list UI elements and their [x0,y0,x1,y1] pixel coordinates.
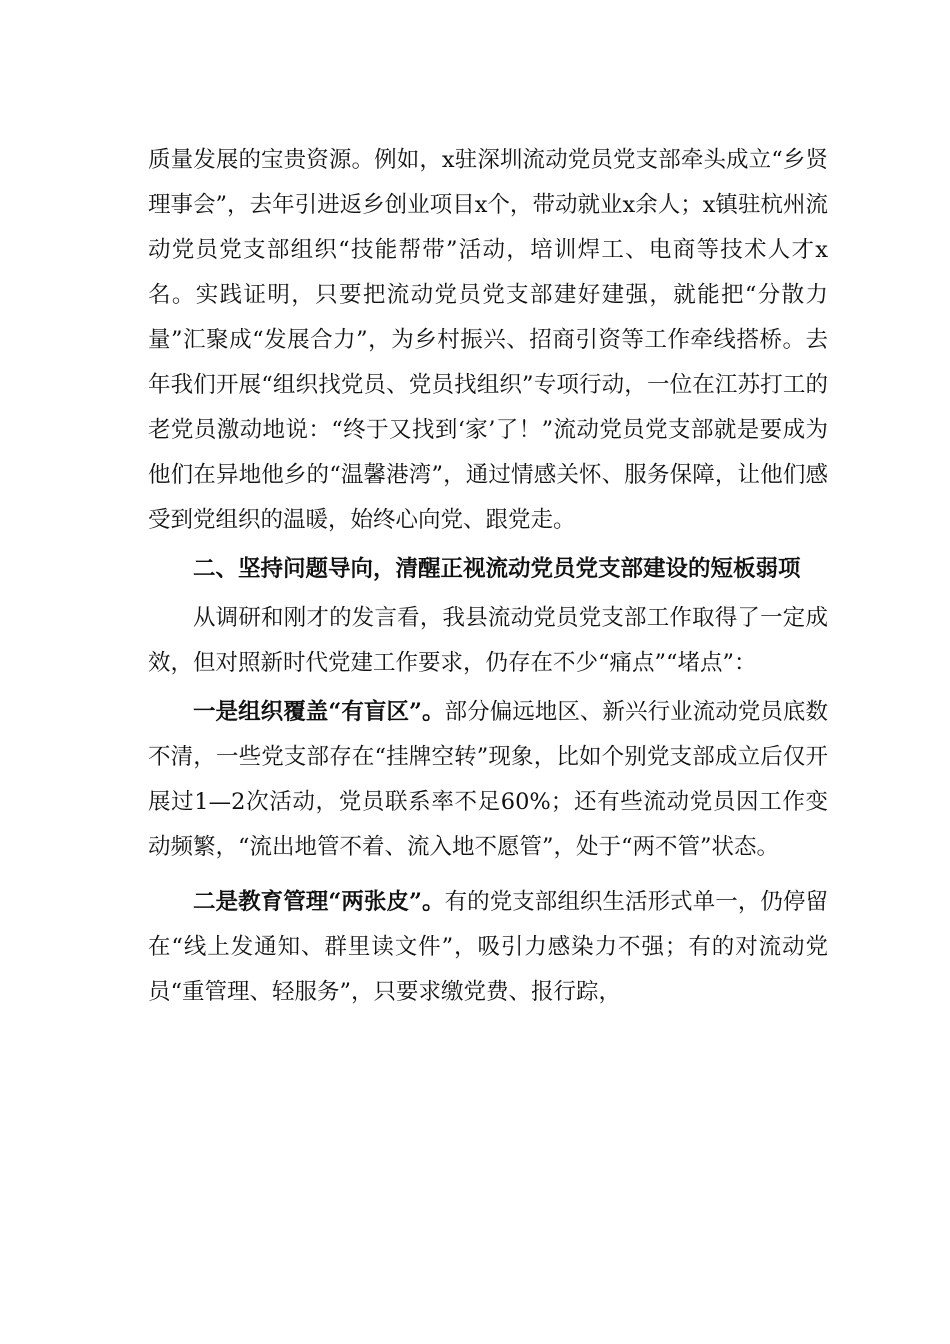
section-heading-2: 二、坚持问题导向，清醒正视流动党员党支部建设的短板弱项 [193,556,801,582]
point-1-lead: 一是组织覆盖“有盲区”。 [193,699,445,725]
paragraph-point-1 [148,690,828,870]
document-body [148,138,828,1015]
point-1-body: 部分偏远地区、新兴行业流动党员底数不清，一些党支部存在“挂牌空转”现象，比如个别党支部成立后仅开展过1—2次活动，党员联系率不足60%；还有些流动党员因工作变动频繁，“流出地管不着、流入地不愿管”，处于“两不管”状态。 [148,699,828,860]
point-2-body: 有的党支部组织生活形式单一，仍停留在“线上发通知、群里读文件”，吸引力感染力不强；有的对流动党员“重管理、轻服务”，只要求缴党费、报行踪， [148,889,828,1005]
paragraph-continuation: 质量发展的宝贵资源。例如，x驻深圳流动党员党支部牵头成立“乡贤理事会”，去年引进返乡创业项目x个，带动就业x余人；x镇驻杭州流动党员党支部组织“技能帮带”活动，培训焊工、电商等技术人才x名。实践证明，只要把流动党员党支部建好建强，就能把“分散力量”汇聚成“发展合力”，为乡村振兴、招商引资等工作牵线搭桥。去年我们开展“组织找党员、党员找组织”专项行动，一位在江苏打工的老党员激动地说：“终于又找到‘家’了！”流动党员党支部就是要成为他们在异地他乡的“温馨港湾”，通过情感关怀、服务保障，让他们感受到党组织的温暖，始终心向党、跟党走。 [148,147,828,533]
point-2-lead: 二是教育管理“两张皮”。 [193,889,445,915]
paragraph-overview: 从调研和刚才的发言看，我县流动党员党支部工作取得了一定成效，但对照新时代党建工作要求，仍存在不少“痛点”“堵点”： [148,605,828,676]
paragraph-point-2 [148,880,828,1015]
